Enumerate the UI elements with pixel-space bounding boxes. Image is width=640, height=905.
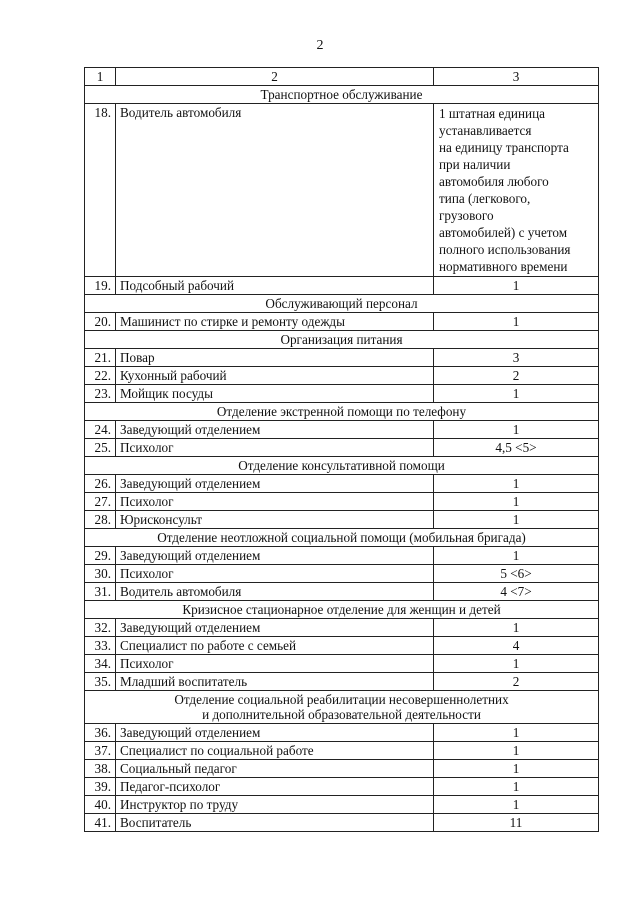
staff-units: 3	[434, 349, 599, 367]
row-number: 18.	[85, 104, 116, 277]
position-name: Юрисконсульт	[116, 511, 434, 529]
column-number-1: 1	[85, 68, 116, 86]
staff-units: 1	[434, 493, 599, 511]
row-number: 28.	[85, 511, 116, 529]
staff-units: 1	[434, 619, 599, 637]
table-row	[85, 742, 599, 760]
row-number: 32.	[85, 619, 116, 637]
section-title: Отделение неотложной социальной помощи (мобильная бригада)	[85, 529, 599, 547]
table-row	[85, 655, 599, 673]
row-number: 38.	[85, 760, 116, 778]
row-number: 26.	[85, 475, 116, 493]
staff-units: 1	[434, 385, 599, 403]
table-row	[85, 547, 599, 565]
row-number: 35.	[85, 673, 116, 691]
section-title: Отделение консультативной помощи	[85, 457, 599, 475]
table-row	[85, 421, 599, 439]
row-number: 21.	[85, 349, 116, 367]
row-number: 39.	[85, 778, 116, 796]
position-name: Психолог	[116, 439, 434, 457]
table-row	[85, 104, 599, 277]
section-title: Отделение социальной реабилитации несовершеннолетних и дополнительной образовательной деятельности	[85, 691, 599, 724]
staff-units: 1 штатная единица устанавливается на единицу транспорта при наличии автомобиля любого типа (легкового, грузового автомобилей) с учетом полного использования нормативного времени	[434, 104, 599, 277]
row-number: 22.	[85, 367, 116, 385]
table-row	[85, 439, 599, 457]
staff-units: 1	[434, 277, 599, 295]
position-name: Заведующий отделением	[116, 475, 434, 493]
row-number: 37.	[85, 742, 116, 760]
staff-units: 4,5 <5>	[434, 439, 599, 457]
position-name: Специалист по работе с семьей	[116, 637, 434, 655]
position-name: Заведующий отделением	[116, 547, 434, 565]
section-header-row	[85, 529, 599, 547]
position-name: Воспитатель	[116, 814, 434, 832]
table-row	[85, 796, 599, 814]
column-number-row	[85, 68, 599, 86]
table-row	[85, 511, 599, 529]
staff-units: 2	[434, 673, 599, 691]
position-name: Специалист по социальной работе	[116, 742, 434, 760]
position-name: Младший воспитатель	[116, 673, 434, 691]
staff-units: 1	[434, 655, 599, 673]
section-title: Транспортное обслуживание	[85, 86, 599, 104]
row-number: 23.	[85, 385, 116, 403]
section-header-row	[85, 86, 599, 104]
position-name: Заведующий отделением	[116, 619, 434, 637]
staff-units: 2	[434, 367, 599, 385]
table-row	[85, 277, 599, 295]
staff-units: 1	[434, 778, 599, 796]
section-header-row	[85, 403, 599, 421]
table-row	[85, 724, 599, 742]
row-number: 25.	[85, 439, 116, 457]
staff-units: 1	[434, 547, 599, 565]
row-number: 41.	[85, 814, 116, 832]
position-name: Водитель автомобиля	[116, 104, 434, 277]
column-number-3: 3	[434, 68, 599, 86]
staff-units: 1	[434, 511, 599, 529]
staff-units: 1	[434, 421, 599, 439]
staffing-table-body	[85, 68, 599, 832]
staff-units: 1	[434, 742, 599, 760]
position-name: Психолог	[116, 493, 434, 511]
page-number: 2	[316, 38, 324, 53]
row-number: 33.	[85, 637, 116, 655]
table-row	[85, 583, 599, 601]
row-number: 40.	[85, 796, 116, 814]
section-header-row	[85, 295, 599, 313]
table-row	[85, 619, 599, 637]
table-row	[85, 673, 599, 691]
position-name: Кухонный рабочий	[116, 367, 434, 385]
column-number-2: 2	[116, 68, 434, 86]
staff-units: 1	[434, 760, 599, 778]
section-header-row	[85, 601, 599, 619]
table-row	[85, 760, 599, 778]
position-name: Повар	[116, 349, 434, 367]
table-row	[85, 313, 599, 331]
position-name: Педагог-психолог	[116, 778, 434, 796]
position-name: Подсобный рабочий	[116, 277, 434, 295]
position-name: Психолог	[116, 655, 434, 673]
section-title: Отделение экстренной помощи по телефону	[85, 403, 599, 421]
table-row	[85, 349, 599, 367]
table-row	[85, 814, 599, 832]
position-name: Заведующий отделением	[116, 421, 434, 439]
row-number: 31.	[85, 583, 116, 601]
row-number: 24.	[85, 421, 116, 439]
row-number: 27.	[85, 493, 116, 511]
table-row	[85, 778, 599, 796]
staff-units: 1	[434, 724, 599, 742]
position-name: Мойщик посуды	[116, 385, 434, 403]
section-header-row	[85, 331, 599, 349]
position-name: Инструктор по труду	[116, 796, 434, 814]
section-title: Кризисное стационарное отделение для женщин и детей	[85, 601, 599, 619]
row-number: 36.	[85, 724, 116, 742]
row-number: 34.	[85, 655, 116, 673]
table-row	[85, 385, 599, 403]
row-number: 30.	[85, 565, 116, 583]
row-number: 19.	[85, 277, 116, 295]
staff-units: 1	[434, 796, 599, 814]
position-name: Водитель автомобиля	[116, 583, 434, 601]
table-row	[85, 565, 599, 583]
section-title: Организация питания	[85, 331, 599, 349]
staff-units: 5 <6>	[434, 565, 599, 583]
staff-units: 4 <7>	[434, 583, 599, 601]
staff-units: 4	[434, 637, 599, 655]
section-header-row	[85, 691, 599, 724]
table-row	[85, 475, 599, 493]
section-header-row	[85, 457, 599, 475]
section-title: Обслуживающий персонал	[85, 295, 599, 313]
staff-units: 1	[434, 313, 599, 331]
row-number: 20.	[85, 313, 116, 331]
staff-units: 11	[434, 814, 599, 832]
staff-units: 1	[434, 475, 599, 493]
position-name: Социальный педагог	[116, 760, 434, 778]
row-number: 29.	[85, 547, 116, 565]
table-row	[85, 637, 599, 655]
staffing-table	[84, 67, 599, 832]
position-name: Заведующий отделением	[116, 724, 434, 742]
table-row	[85, 493, 599, 511]
position-name: Психолог	[116, 565, 434, 583]
table-row	[85, 367, 599, 385]
position-name: Машинист по стирке и ремонту одежды	[116, 313, 434, 331]
